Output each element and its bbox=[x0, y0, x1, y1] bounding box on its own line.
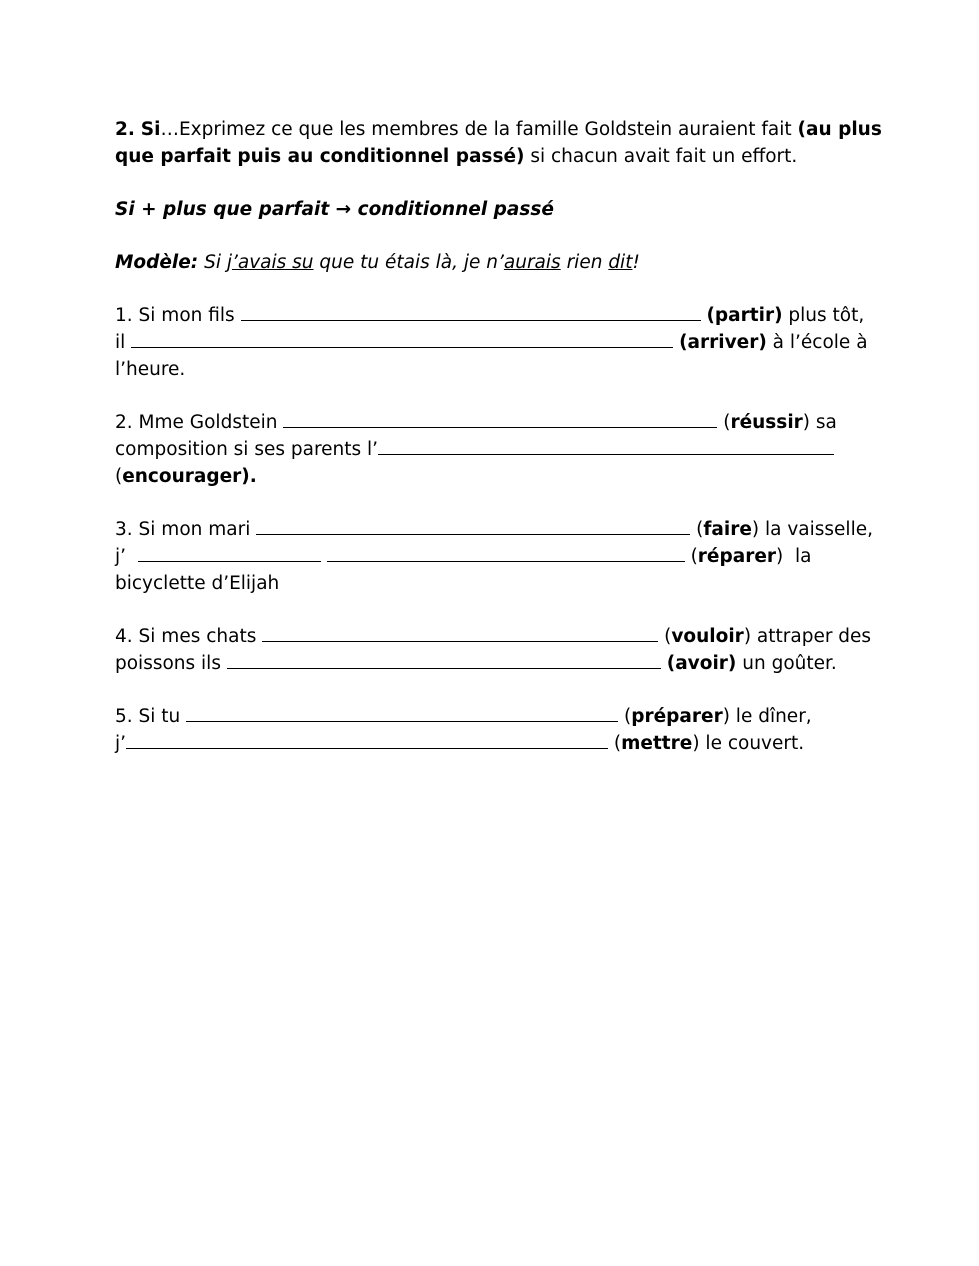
item-5-verb-2: mettre bbox=[621, 733, 693, 754]
instructions-text-2: si chacun avait fait un effort. bbox=[524, 146, 798, 167]
model-part-3: rien bbox=[560, 252, 609, 273]
item-1-line-1-end: plus tôt, bbox=[782, 305, 865, 326]
item-4-answer-blank-2[interactable] bbox=[227, 650, 661, 669]
item-2-answer-blank-1[interactable] bbox=[283, 409, 717, 428]
item-2-verb-1: réussir bbox=[730, 412, 803, 433]
item-1-verb-1: (partir) bbox=[706, 305, 783, 326]
exercise-item-5 bbox=[115, 703, 865, 757]
item-3-line-2-text: j’ bbox=[115, 546, 138, 567]
item-3-line-2-end: ) la bbox=[776, 546, 812, 567]
item-4-verb-2: (avoir) bbox=[666, 653, 737, 674]
item-5-line-2-text: j’ bbox=[115, 733, 127, 754]
item-2-line-2-text: composition si ses parents l’ bbox=[115, 439, 379, 460]
item-4-line-2-end: un goûter. bbox=[736, 653, 837, 674]
model-underline-2: aurais bbox=[503, 252, 561, 273]
instructions-bold-2: que parfait puis au conditionnel passé) bbox=[115, 146, 525, 167]
exercise-number: 2. bbox=[115, 119, 135, 140]
item-4-line-1-text: 4. Si mes chats bbox=[115, 626, 263, 647]
exercise-item-2 bbox=[115, 409, 865, 490]
item-4-answer-blank-1[interactable] bbox=[262, 623, 658, 642]
item-3-answer-blank-1[interactable] bbox=[256, 516, 690, 535]
model-label: Modèle: bbox=[115, 252, 199, 273]
exercise-si: Si bbox=[140, 119, 161, 140]
item-2-verb-1-wrap: (réussir bbox=[723, 412, 803, 433]
item-3-answer-blank-2a[interactable] bbox=[138, 543, 321, 562]
instructions bbox=[115, 116, 882, 170]
item-3-verb-2: réparer bbox=[697, 546, 776, 567]
item-2-line-1-text: 2. Mme Goldstein bbox=[115, 412, 284, 433]
item-3-answer-blank-2b[interactable] bbox=[327, 543, 685, 562]
item-1-line-2-end: à l’école à bbox=[766, 332, 868, 353]
item-3-verb-2-wrap: (réparer bbox=[690, 546, 776, 567]
item-5-verb-2-wrap: (mettre bbox=[613, 733, 693, 754]
item-3-verb-1-wrap: (faire bbox=[696, 519, 752, 540]
instructions-text: …Exprimez ce que les membres de la famille Goldstein auraient fait bbox=[160, 119, 798, 140]
exercise-item-3 bbox=[115, 516, 873, 597]
instructions-bold-1: (au plus bbox=[797, 119, 882, 140]
item-2-verb-2-wrap: (encourager). bbox=[115, 466, 257, 487]
item-4-verb-1-wrap: (vouloir bbox=[664, 626, 744, 647]
item-2-verb-2: encourager). bbox=[122, 466, 257, 487]
item-5-verb-1: préparer bbox=[631, 706, 723, 727]
exercise-item-1 bbox=[115, 302, 868, 383]
grammar-rule bbox=[115, 196, 865, 223]
model-part-4: ! bbox=[632, 252, 640, 273]
item-1-answer-blank-1[interactable] bbox=[241, 302, 701, 321]
model-underline-1: ’avais su bbox=[232, 252, 314, 273]
item-4-verb-1: vouloir bbox=[671, 626, 744, 647]
exercise-item-4 bbox=[115, 623, 872, 677]
item-2-answer-blank-2[interactable] bbox=[378, 436, 834, 455]
item-4-line-1-end: ) attraper des bbox=[743, 626, 872, 647]
rule-text: Si + plus que parfait → conditionnel passé bbox=[115, 199, 554, 220]
item-5-answer-blank-1[interactable] bbox=[186, 703, 618, 722]
item-5-answer-blank-2[interactable] bbox=[126, 730, 608, 749]
item-3-line-3-text: bicyclette d’Elijah bbox=[115, 573, 280, 594]
item-5-verb-1-wrap: (préparer bbox=[624, 706, 723, 727]
model-underline-3: dit bbox=[608, 252, 633, 273]
model-part-2: que tu étais là, je n’ bbox=[313, 252, 504, 273]
item-5-line-2-end: ) le couvert. bbox=[692, 733, 805, 754]
item-1-verb-2: (arriver) bbox=[679, 332, 767, 353]
item-3-verb-1: faire bbox=[703, 519, 752, 540]
item-3-line-1-end: ) la vaisselle, bbox=[751, 519, 873, 540]
item-2-line-1-end: ) sa bbox=[802, 412, 837, 433]
item-5-line-1-text: 5. Si tu bbox=[115, 706, 187, 727]
item-1-line-3-text: l’heure. bbox=[115, 359, 186, 380]
item-1-line-2-text: il bbox=[115, 332, 132, 353]
item-5-line-1-end: ) le dîner, bbox=[722, 706, 812, 727]
worksheet bbox=[115, 116, 882, 783]
item-1-line-1-text: 1. Si mon fils bbox=[115, 305, 241, 326]
model-sentence bbox=[115, 249, 865, 276]
model-part-1: Si j bbox=[198, 252, 232, 273]
item-3-line-1-text: 3. Si mon mari bbox=[115, 519, 257, 540]
item-1-answer-blank-2[interactable] bbox=[131, 329, 673, 348]
item-4-line-2-text: poissons ils bbox=[115, 653, 227, 674]
